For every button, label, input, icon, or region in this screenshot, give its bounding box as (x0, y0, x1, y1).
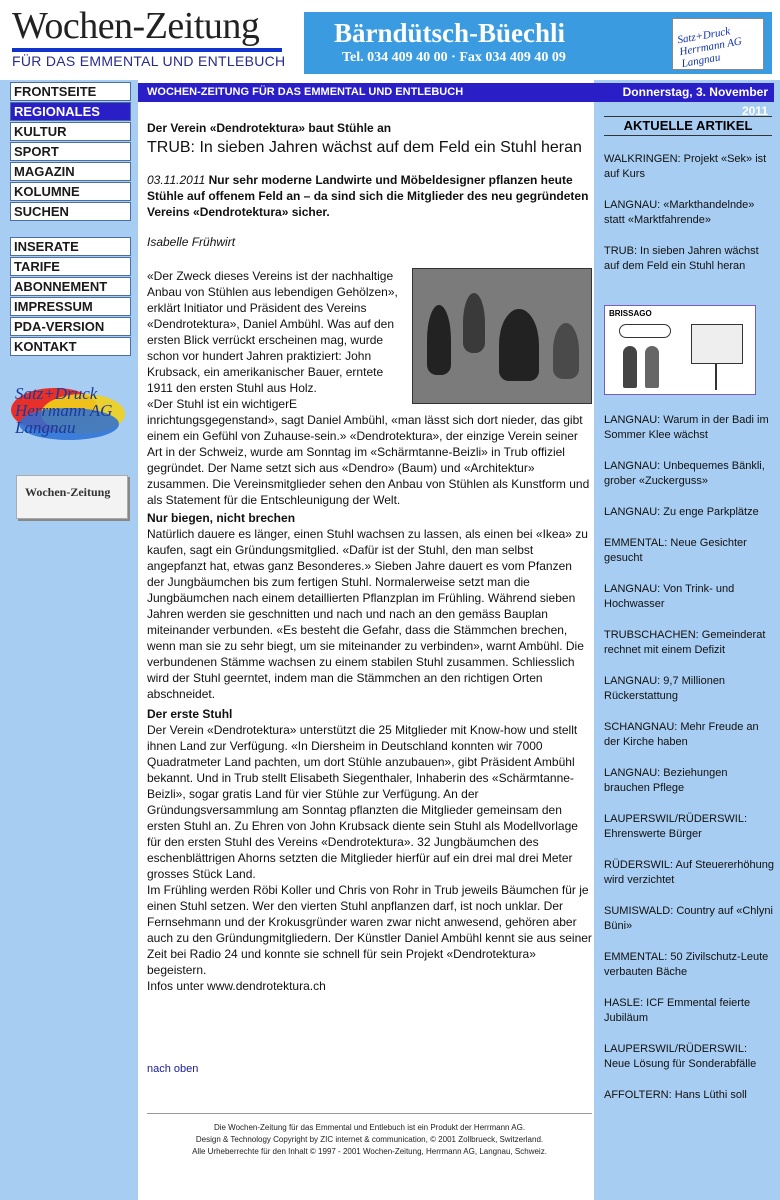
ad-phone: Tel. 034 409 40 00 · Fax 034 409 40 09 (342, 50, 566, 65)
article-link[interactable]: LANGNAU: 9,7 Millionen Rückerstattung (604, 675, 726, 702)
nav-item-frontseite[interactable]: FRONTSEITE (10, 82, 131, 101)
site-logo-subtitle: FÜR DAS EMMENTAL UND ENTLEBUCH (12, 53, 286, 69)
article-headline: TRUB: In sieben Jahren wächst auf dem Feld ein Stuhl heran (147, 139, 582, 156)
article-link[interactable]: RÜDERSWIL: Auf Steuererhöhung wird verzichtet (604, 859, 774, 886)
logo-rule (12, 48, 282, 52)
newspaper-promo-text: Wochen-Zeitung (25, 485, 111, 499)
article-link[interactable]: TRUBSCHACHEN: Gemeinderat rechnet mit einem Defizit (604, 629, 766, 656)
comic-title: BRISSAGO (609, 309, 652, 318)
article-link[interactable]: LANGNAU: «Markthandelnde» statt «Marktfahrende» (604, 199, 755, 226)
date-bar: Donnerstag, 3. November 2011 (594, 83, 774, 102)
section-bar: WOCHEN-ZEITUNG FÜR DAS EMMENTAL UND ENTLEBUCH (138, 83, 594, 102)
footer-line: Alle Urheberrechte für den Inhalt © 1997 - 2001 Wochen-Zeitung, Herrmann AG, Langnau, Schweiz. (192, 1147, 547, 1156)
article-info-link[interactable]: Infos unter www.dendrotektura.ch (147, 979, 326, 993)
article (147, 120, 592, 994)
nav-item-sport[interactable]: SPORT (10, 142, 131, 161)
article-link[interactable]: LANGNAU: Unbequemes Bänkli, grober «Zuckerguss» (604, 460, 765, 487)
herrmann-promo-logo[interactable] (5, 380, 135, 448)
article-paragraph: «Der Stuhl ist ein wichtigerE inrichtungsgegenstand», sagt Daniel Ambühl, «man lässt sich dort nieder, das gibt einem ein Gefühl von Zuhause-sein.» «Dendrotektura», der einzige Verein seiner Art in der Schweiz, wurde am Sonntag im «Schärmtanne-Beizli» in Trub offiziel gegründet. Der Name setzt sich aus «Dendro» (Baum) und «Architektur» zusammen. Die Vereinsmitglieder sehen den Anbau von Stühlen als Kunstform und als Statement für die Entschleunigung der Welt. (147, 397, 590, 507)
article-photo (412, 268, 592, 404)
article-link[interactable]: LAUPERSWIL/RÜDERSWIL: Ehrenswerte Bürger (604, 813, 748, 840)
footer-line: Design & Technology Copyright by ZIC internet & communication, © 2001 Zollbrueck, Switzerland. (195, 1135, 544, 1144)
article-lead-text: Nur sehr moderne Landwirte und Möbeldesigner pflanzen heute Stühle auf offenem Feld an – da sind sich die Mitglieder des neu gegründeten Vereins «Dendrotektura» sicher. (147, 173, 589, 219)
nav-item-suchen[interactable]: SUCHEN (10, 202, 131, 221)
nav-item-kolumne[interactable]: KOLUMNE (10, 182, 131, 201)
nav-item-magazin[interactable]: MAGAZIN (10, 162, 131, 181)
footer (147, 1122, 592, 1158)
article-link[interactable]: LAUPERSWIL/RÜDERSWIL: Neue Lösung für Sonderabfälle (604, 1043, 757, 1070)
article-lead (147, 172, 592, 220)
article-link[interactable]: LANGNAU: Von Trink- und Hochwasser (604, 583, 735, 610)
comic-sign (691, 324, 743, 364)
article-link[interactable]: EMMENTAL: 50 Zivilschutz-Leute verbauten Bäche (604, 951, 769, 978)
article-link[interactable]: SUMISWALD: Country auf «Chlyni Büni» (604, 905, 773, 932)
newspaper-promo[interactable] (16, 475, 128, 519)
article-link[interactable]: LANGNAU: Beziehungen brauchen Pflege (604, 767, 728, 794)
article-link[interactable]: LANGNAU: Zu enge Parkplätze (604, 506, 759, 518)
left-sidebar (0, 80, 138, 1200)
nav-item-pda-version[interactable]: PDA-VERSION (10, 317, 131, 336)
article-link[interactable]: EMMENTAL: Neue Gesichter gesucht (604, 537, 747, 564)
ad-banner[interactable] (304, 12, 772, 74)
masthead (0, 0, 780, 80)
article-link[interactable]: SCHANGNAU: Mehr Freude an der Kirche haben (604, 721, 759, 748)
nav-item-regionales[interactable]: REGIONALES (10, 102, 131, 121)
article-paragraph: «Der Zweck dieses Vereins ist der nachhaltige Anbau von Stühlen aus lebendigen Gehölzen», erklärt Initiator und Präsident des Vereins «Dendrotektura», Daniel Ambühl. Was auf den ersten Blick verrückt erscheinen mag, wurde schon vor hundert Jahren praktiziert: John Krubsack, ein amerikanischer Bauer, erntete 1911 den ersten Stuhl aus Holz. (147, 269, 398, 395)
comic-person (645, 346, 659, 388)
herrmann-promo-text: Satz+Druck Herrmann AG Langnau (15, 384, 113, 437)
article-kicker: Der Verein «Dendrotektura» baut Stühle an (147, 121, 392, 135)
article-author: Isabelle Frühwirt (147, 235, 236, 249)
article-date: 03.11.2011 (147, 173, 206, 187)
nav-item-abonnement[interactable]: ABONNEMENT (10, 277, 131, 296)
article-link[interactable]: TRUB: In sieben Jahren wächst auf dem Feld ein Stuhl heran (604, 245, 759, 272)
article-link[interactable]: WALKRINGEN: Projekt «Sek» ist auf Kurs (604, 153, 767, 180)
comic-person (623, 346, 637, 388)
article-list-top (604, 152, 774, 290)
nav-item-kultur[interactable]: KULTUR (10, 122, 131, 141)
back-to-top-link[interactable]: nach oben (147, 1063, 199, 1075)
article-list (604, 413, 774, 1119)
footer-line: Die Wochen-Zeitung für das Emmental und Entlebuch ist ein Produkt der Herrmann AG. (213, 1123, 526, 1132)
right-sidebar (594, 80, 780, 1200)
nav-item-kontakt[interactable]: KONTAKT (10, 337, 131, 356)
ad-title: Bärndütsch-Büechli (334, 18, 566, 48)
brissago-comic[interactable] (604, 305, 756, 395)
main-content (138, 80, 594, 1200)
article-paragraph: Im Frühling werden Röbi Koller und Chris von Rohr in Trub jeweils Bäumchen für je einen Stuhl setzen. Wer den vierten Stuhl anpflanzen darf, ist noch unklar. Der Fernsehmann und der Krokusgründer waren zwar nicht anwesend, gehören aber auch zu den Gründungmitgliedern. Der Künstler Daniel Ambühl kennt sie aus seiner Zeit bei Radio 24 und konnte sie schnell für sein Projekt «Dendrotektura» begeistern. (147, 883, 592, 977)
article-link[interactable]: HASLE: ICF Emmental feierte Jubiläum (604, 997, 751, 1024)
article-subhead: Nur biegen, nicht brechen (147, 511, 296, 525)
nav-item-inserate[interactable]: INSERATE (10, 237, 131, 256)
article-paragraph: Der Verein «Dendrotektura» unterstützt die 25 Mitglieder mit Know-how und stellt ihnen Land zur Verfügung. «In Diersheim in Deutschland konnten wir 7000 Quadratmeter Land pachten, um dort Stühle anzubauen», gibt Präsident Ambühl bekannt. Und in Trub stellt Elisabeth Siegenthaler, Inhaberin des «Schärmtanne-Beizli», sogar gratis Land für vier Stühle zur Verfügung. An der Gründungsversammlung am Sonntag pflanzten die Mitglieder gemeinsam den ersten Stuhl an. Zu Ehren von John Krubsack diente sein Stuhl als Modellvorlage für den ersten Stuhl des Vereins «Dendrotektura». 32 Jungbäumchen des eschenblättrigen Ahorns setzten die Mitglieder hierfür auf ein drei mal drei Meter grosses Stück Land. (147, 723, 578, 881)
article-paragraph: Natürlich dauere es länger, einen Stuhl wachsen zu lassen, als einen bei «Ikea» zu kaufen, sagt ein Gründungsmitglied. «Dafür ist der Stuhl, den man selbst angepfanzt hat, etwas ganz Besonderes.» Sieben Jahre dauert es vom Pfanzen der Jungbäumchen bis zum fertigen Stuhl. Normalerweise setzt man die Jungbäumchen nach einem detaillierten Pflanzplan im Frühling. Während sieben Jahren werden sie geschnitten und nach und nach an den gemäss Bauplan miteinander verbunden. «Es besteht die Gefahr, dass die Stämmchen brechen, wenn man sie zu sehr biegt, um sie miteinander zu verbinden», warnt Ambühl. Die verbundenen Stämme wachsen zu einem stabilen Stuhl zusammen. Schliesslich wird der Stuhl geerntet, indem man die Stämmchen an den richtigen Orten abschneidet. (147, 527, 588, 701)
article-link[interactable]: LANGNAU: Warum in der Badi im Sommer Klee wächst (604, 414, 769, 441)
secondary-nav (10, 237, 131, 357)
comic-sign-pole (715, 364, 717, 390)
ad-badge-text: Satz+Druck Herrmann AG Langnau (676, 25, 743, 71)
footer-divider (147, 1113, 592, 1114)
aktuelle-artikel-heading: AKTUELLE ARTIKEL (604, 116, 772, 136)
article-link[interactable]: AFFOLTERN: Hans Lüthi soll (604, 1089, 747, 1101)
article-subhead: Der erste Stuhl (147, 707, 233, 721)
primary-nav (10, 82, 131, 222)
nav-item-impressum[interactable]: IMPRESSUM (10, 297, 131, 316)
ad-badge-logo (672, 18, 764, 70)
comic-speech-bubble (619, 324, 671, 338)
site-logo-title[interactable]: Wochen-Zeitung (12, 5, 260, 47)
nav-item-tarife[interactable]: TARIFE (10, 257, 131, 276)
